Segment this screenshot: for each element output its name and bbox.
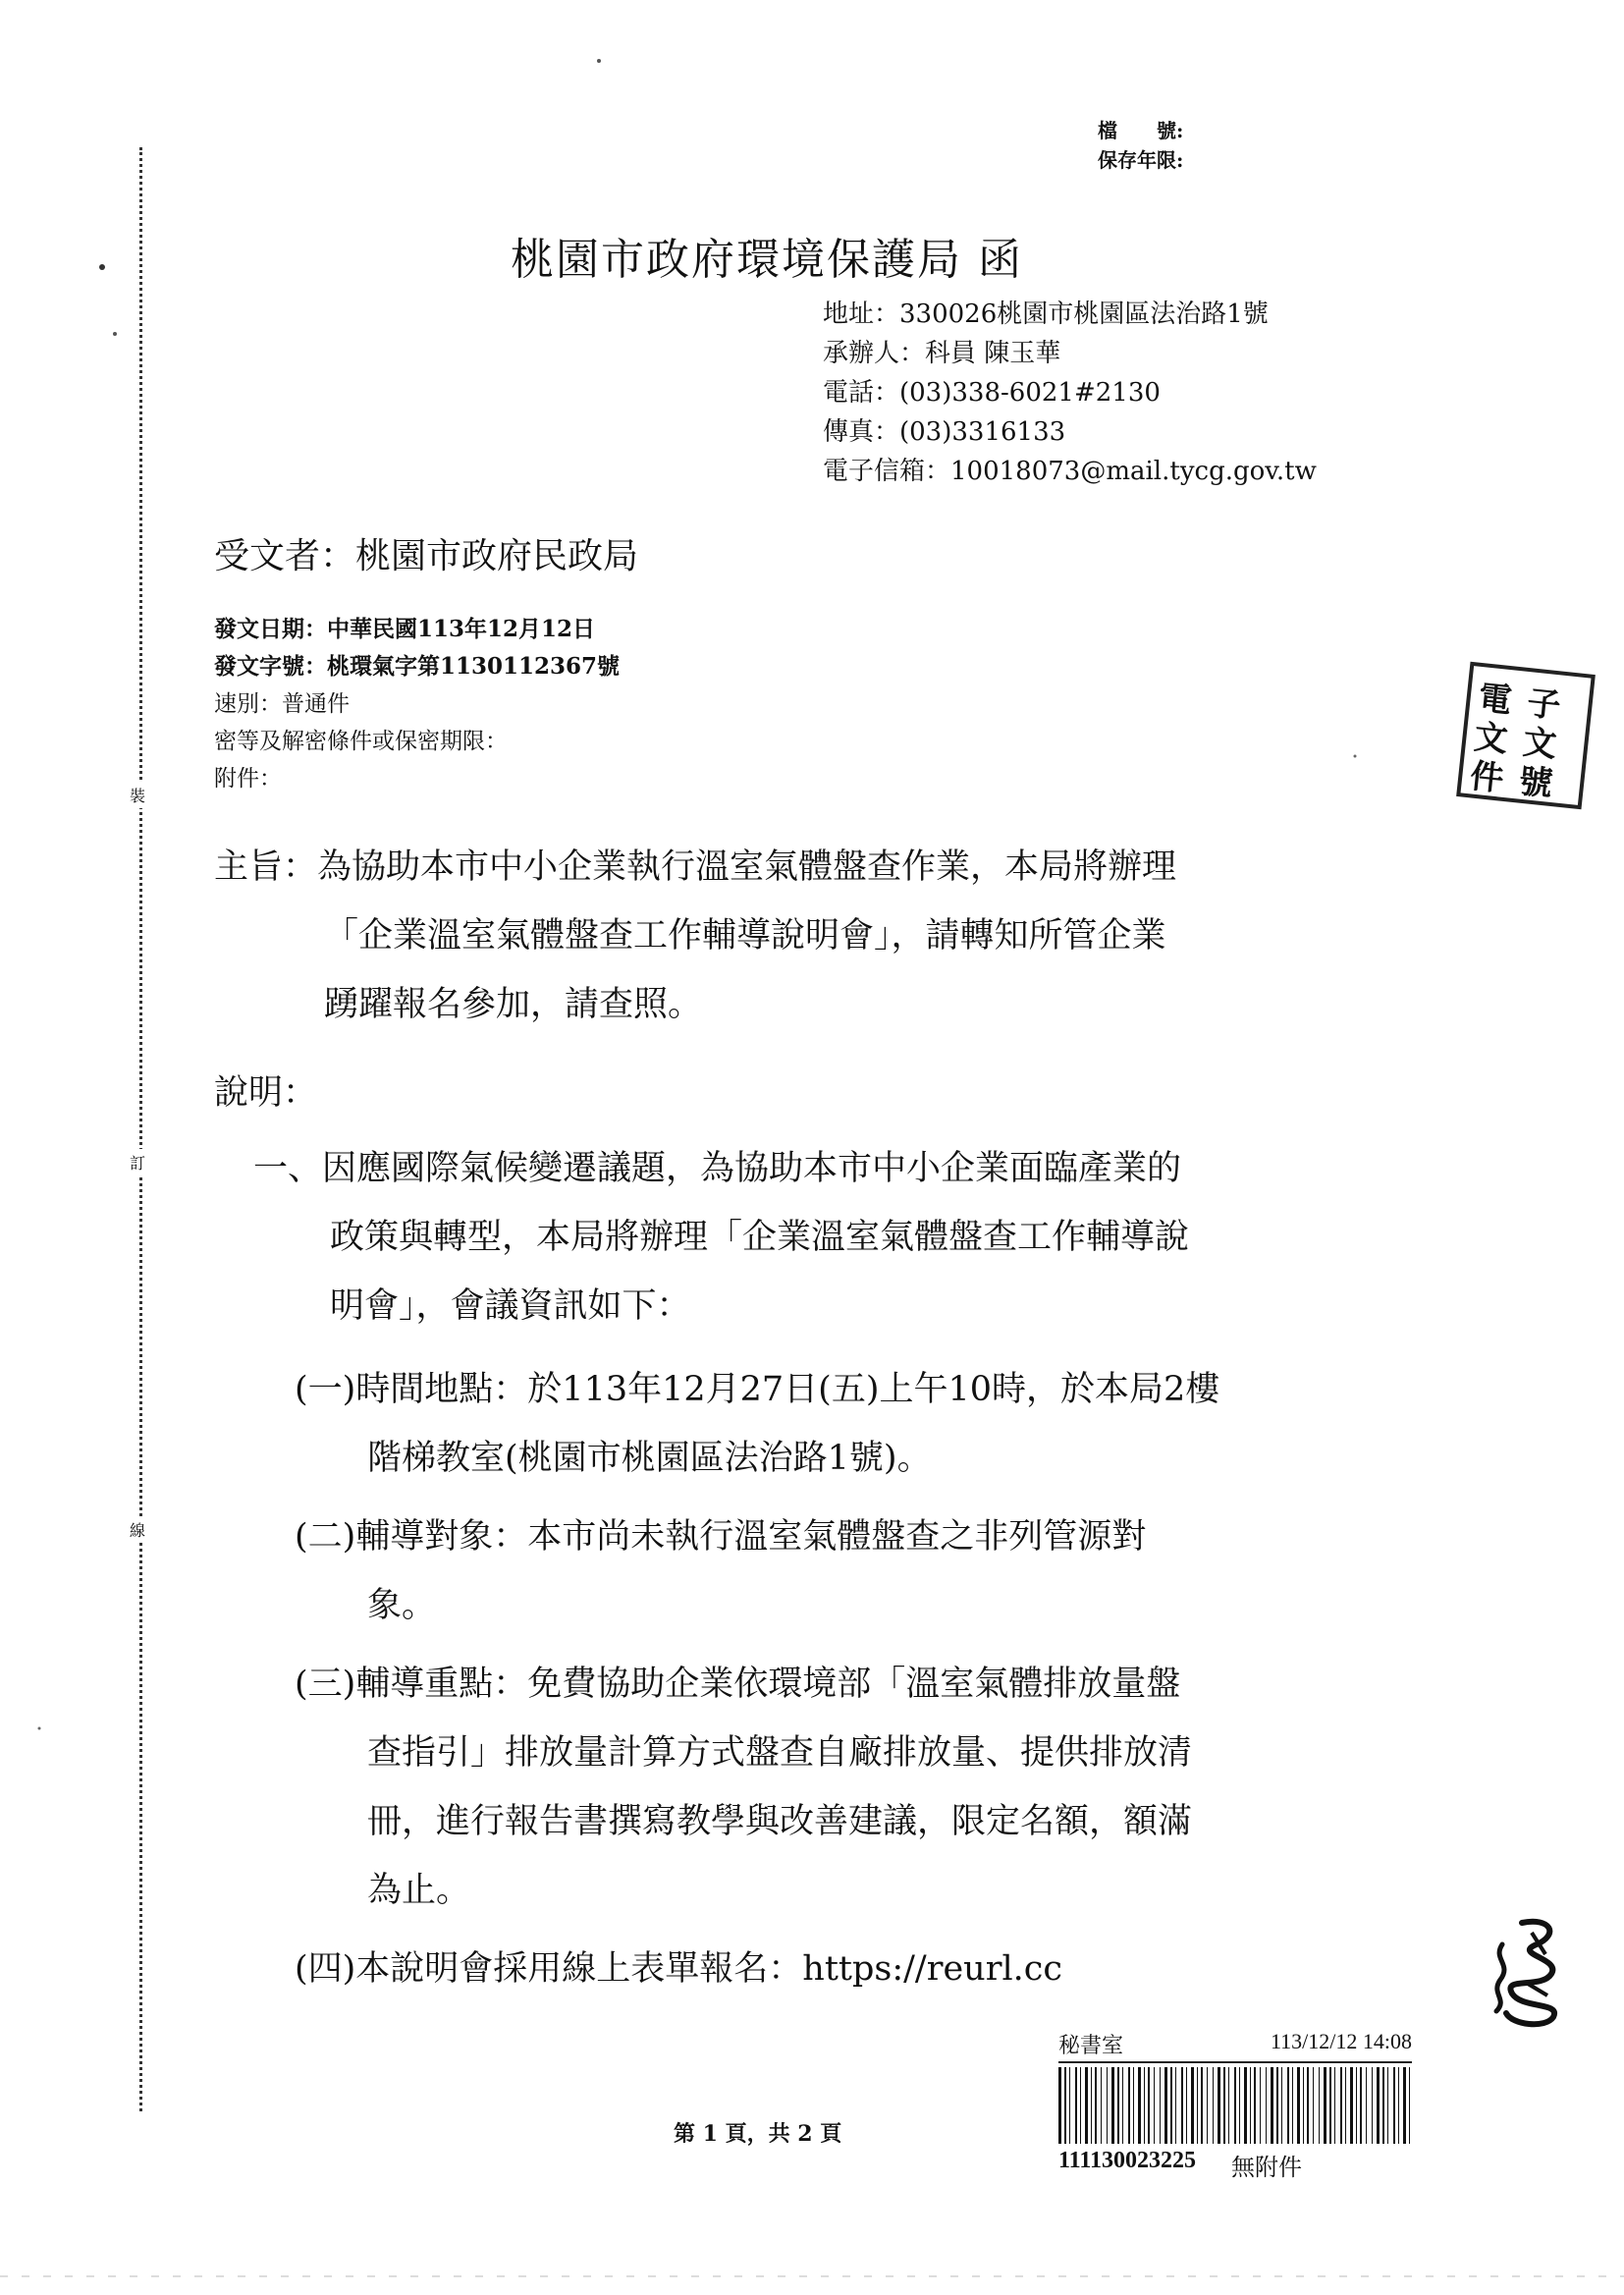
subject-line: 主旨：為協助本市中小企業執行溫室氣體盤查作業，本局將辦理 bbox=[214, 847, 1177, 887]
barcode-bar bbox=[1080, 2067, 1081, 2144]
barcode-bar bbox=[1340, 2067, 1342, 2144]
barcode-bar bbox=[1297, 2067, 1300, 2144]
subitem-registration bbox=[295, 1935, 1062, 2003]
barcode-bar bbox=[1201, 2067, 1203, 2144]
barcode-bar bbox=[1111, 2067, 1114, 2144]
barcode-bar bbox=[1266, 2067, 1267, 2144]
barcode-bar bbox=[1254, 2067, 1256, 2144]
recipient: 受文者：桃園市政府民政局 bbox=[214, 536, 639, 576]
barcode-bar bbox=[1276, 2067, 1278, 2144]
barcode-bar bbox=[1223, 2067, 1225, 2144]
barcode-bar bbox=[1228, 2067, 1229, 2144]
receipt-header bbox=[1058, 2029, 1412, 2063]
barcode-bar bbox=[1319, 2067, 1320, 2144]
barcode-bar bbox=[1164, 2067, 1167, 2144]
barcode-bar bbox=[1393, 2067, 1395, 2144]
subitem-line: (二)輔導對象：本市尚未執行溫室氣體盤查之非列管源對 bbox=[295, 1517, 1147, 1557]
subject-line: 「企業溫室氣體盤查工作輔導說明會」，請轉知所管企業 bbox=[324, 916, 1166, 956]
barcode-bar bbox=[1197, 2067, 1198, 2144]
receipt-office: 秘書室 bbox=[1058, 2033, 1124, 2057]
explanation-heading: 說明： bbox=[214, 1073, 318, 1113]
explanation-item-1 bbox=[253, 1134, 1189, 1340]
subject bbox=[214, 833, 1176, 1039]
barcode-bar bbox=[1138, 2067, 1141, 2144]
barcode-bar bbox=[1372, 2067, 1373, 2144]
barcode-bar bbox=[1175, 2067, 1176, 2144]
barcode-bar bbox=[1377, 2067, 1380, 2144]
seal-char: 件 bbox=[1468, 756, 1506, 799]
barcode-bar bbox=[1345, 2067, 1346, 2144]
subitem-line: (一)時間地點：於113年12月27日(五)上午10時，於本局2樓 bbox=[295, 1370, 1220, 1409]
barcode-bar bbox=[1334, 2067, 1335, 2144]
binding-char-ding: 訂 bbox=[130, 1149, 145, 1175]
barcode-bar bbox=[1313, 2067, 1314, 2144]
barcode-bar bbox=[1160, 2067, 1161, 2144]
barcode-bar bbox=[1148, 2067, 1150, 2144]
barcode-bar bbox=[1075, 2067, 1077, 2144]
subitem-line: 象。 bbox=[367, 1586, 437, 1625]
barcode-bar bbox=[1154, 2067, 1155, 2144]
barcode-bar bbox=[1360, 2067, 1362, 2144]
receipt-stamp bbox=[1058, 2029, 1412, 2182]
barcode-bar bbox=[1287, 2067, 1289, 2144]
barcode-bar bbox=[1058, 2067, 1061, 2144]
page-number: 第 1 頁，共 2 頁 bbox=[674, 2121, 842, 2147]
barcode-bar bbox=[1324, 2067, 1326, 2144]
barcode-bar bbox=[1244, 2067, 1247, 2144]
barcode-bar bbox=[1191, 2067, 1194, 2144]
barcode-bar bbox=[1366, 2067, 1367, 2144]
subitem-time-location bbox=[295, 1355, 1219, 1493]
security-level: 密等及解密條件或保密期限： bbox=[214, 729, 508, 754]
barcode-bar bbox=[1095, 2067, 1097, 2144]
registration-link[interactable]: (四)本說明會採用線上表單報名：https://reurl.cc bbox=[295, 1949, 1062, 1989]
barcode-bar bbox=[1064, 2067, 1066, 2144]
item-line: 一、因應國際氣候變遷議題，為協助本市中小企業面臨產業的 bbox=[253, 1149, 1182, 1188]
binding-char-xian: 線 bbox=[130, 1516, 145, 1543]
barcode-bar bbox=[1292, 2067, 1293, 2144]
barcode-bar bbox=[1409, 2067, 1410, 2144]
barcode-bar bbox=[1281, 2067, 1282, 2144]
subitem-line: (三)輔導重點：免費協助企業依環境部「溫室氣體排放量盤 bbox=[295, 1665, 1181, 1704]
barcode-bar bbox=[1181, 2067, 1183, 2144]
barcode-bar bbox=[1234, 2067, 1236, 2144]
barcode-bar bbox=[1107, 2067, 1108, 2144]
issue-date: 發文日期：中華民國113年12月12日 bbox=[214, 616, 596, 642]
barcode-bar bbox=[1170, 2067, 1172, 2144]
barcode-bar bbox=[1382, 2067, 1384, 2144]
signature-stamp-mark bbox=[1483, 1915, 1571, 2033]
barcode-bar bbox=[1303, 2067, 1304, 2144]
officer: 承辦人：科員 陳玉華 bbox=[823, 339, 1061, 368]
barcode-bar bbox=[1356, 2067, 1357, 2144]
subitem-line: 查指引」排放量計算方式盤查自廠排放量、提供排放清 bbox=[367, 1733, 1193, 1773]
contact-block bbox=[823, 295, 1317, 491]
item-line: 明會」，會議資訊如下： bbox=[330, 1286, 691, 1326]
email: 電子信箱：10018073@mail.tycg.gov.tw bbox=[823, 457, 1317, 486]
receipt-footer bbox=[1058, 2148, 1412, 2182]
barcode-bar bbox=[1403, 2067, 1406, 2144]
barcode-bar bbox=[1207, 2067, 1208, 2144]
barcode-bar bbox=[1186, 2067, 1187, 2144]
binding-char-zhuang: 裝 bbox=[130, 782, 145, 808]
phone: 電話：(03)338-6021#2130 bbox=[823, 378, 1161, 408]
issue-info bbox=[214, 611, 620, 797]
item-line: 政策與轉型，本局將辦理「企業溫室氣體盤查工作輔導說 bbox=[330, 1218, 1190, 1257]
seal-char: 號 bbox=[1517, 761, 1555, 804]
barcode-bar bbox=[1101, 2067, 1102, 2144]
barcode-bar bbox=[1329, 2067, 1331, 2144]
barcode-bar bbox=[1398, 2067, 1399, 2144]
seal-char: 文 bbox=[1521, 722, 1559, 766]
barcode-bar bbox=[1250, 2067, 1251, 2144]
seal-char: 子 bbox=[1525, 683, 1563, 727]
subitem-line: 為止。 bbox=[367, 1871, 471, 1910]
barcode-bar bbox=[1271, 2067, 1273, 2144]
barcode-bar bbox=[1260, 2067, 1261, 2144]
receipt-attachment-note: 無附件 bbox=[1231, 2156, 1303, 2181]
barcode-bar bbox=[1307, 2067, 1309, 2144]
subject-line: 踴躍報名參加，請查照。 bbox=[324, 985, 703, 1024]
barcode-bar bbox=[1218, 2067, 1220, 2144]
barcode-bar bbox=[1069, 2067, 1070, 2144]
attachment: 附件： bbox=[214, 766, 282, 792]
barcode-bar bbox=[1133, 2067, 1134, 2144]
address: 地址：330026桃園市桃園區法治路1號 bbox=[823, 300, 1269, 329]
reference-number: 發文字號：桃環氣字第1130112367號 bbox=[214, 653, 621, 680]
receipt-number: 111130023225 bbox=[1058, 2148, 1197, 2173]
subitem-focus bbox=[295, 1650, 1192, 1925]
barcode-bar bbox=[1387, 2067, 1388, 2144]
fax: 傳真：(03)3316133 bbox=[823, 417, 1066, 447]
receipt-timestamp: 113/12/12 14:08 bbox=[1270, 2029, 1412, 2053]
document-title: 桃園市政府環境保護局 函 bbox=[511, 235, 1023, 285]
seal-char: 文 bbox=[1472, 717, 1510, 760]
barcode-bar bbox=[1085, 2067, 1088, 2144]
subitem-target bbox=[295, 1503, 1146, 1640]
retention-label: 保存年限: bbox=[1098, 148, 1184, 172]
seal-char: 電 bbox=[1476, 678, 1514, 722]
binding-dotted-line bbox=[139, 147, 142, 2111]
barcode-bar bbox=[1350, 2067, 1353, 2144]
file-number-label: 檔 號: bbox=[1098, 119, 1184, 142]
file-meta bbox=[1098, 116, 1183, 175]
delivery-speed: 速別：普通件 bbox=[214, 691, 350, 717]
barcode-bar bbox=[1213, 2067, 1214, 2144]
barcode-bar bbox=[1144, 2067, 1145, 2144]
barcode-bar bbox=[1122, 2067, 1123, 2144]
subitem-line: 階梯教室(桃園市桃園區法治路1號)。 bbox=[367, 1439, 932, 1478]
subitem-line: 冊，進行報告書撰寫教學與改善建議，限定名額，額滿 bbox=[367, 1802, 1193, 1841]
barcode-bar bbox=[1117, 2067, 1119, 2144]
barcode-bar bbox=[1239, 2067, 1240, 2144]
barcode-bar bbox=[1128, 2067, 1130, 2144]
barcode bbox=[1058, 2067, 1412, 2144]
barcode-bar bbox=[1091, 2067, 1092, 2144]
electronic-document-seal bbox=[1456, 662, 1596, 810]
